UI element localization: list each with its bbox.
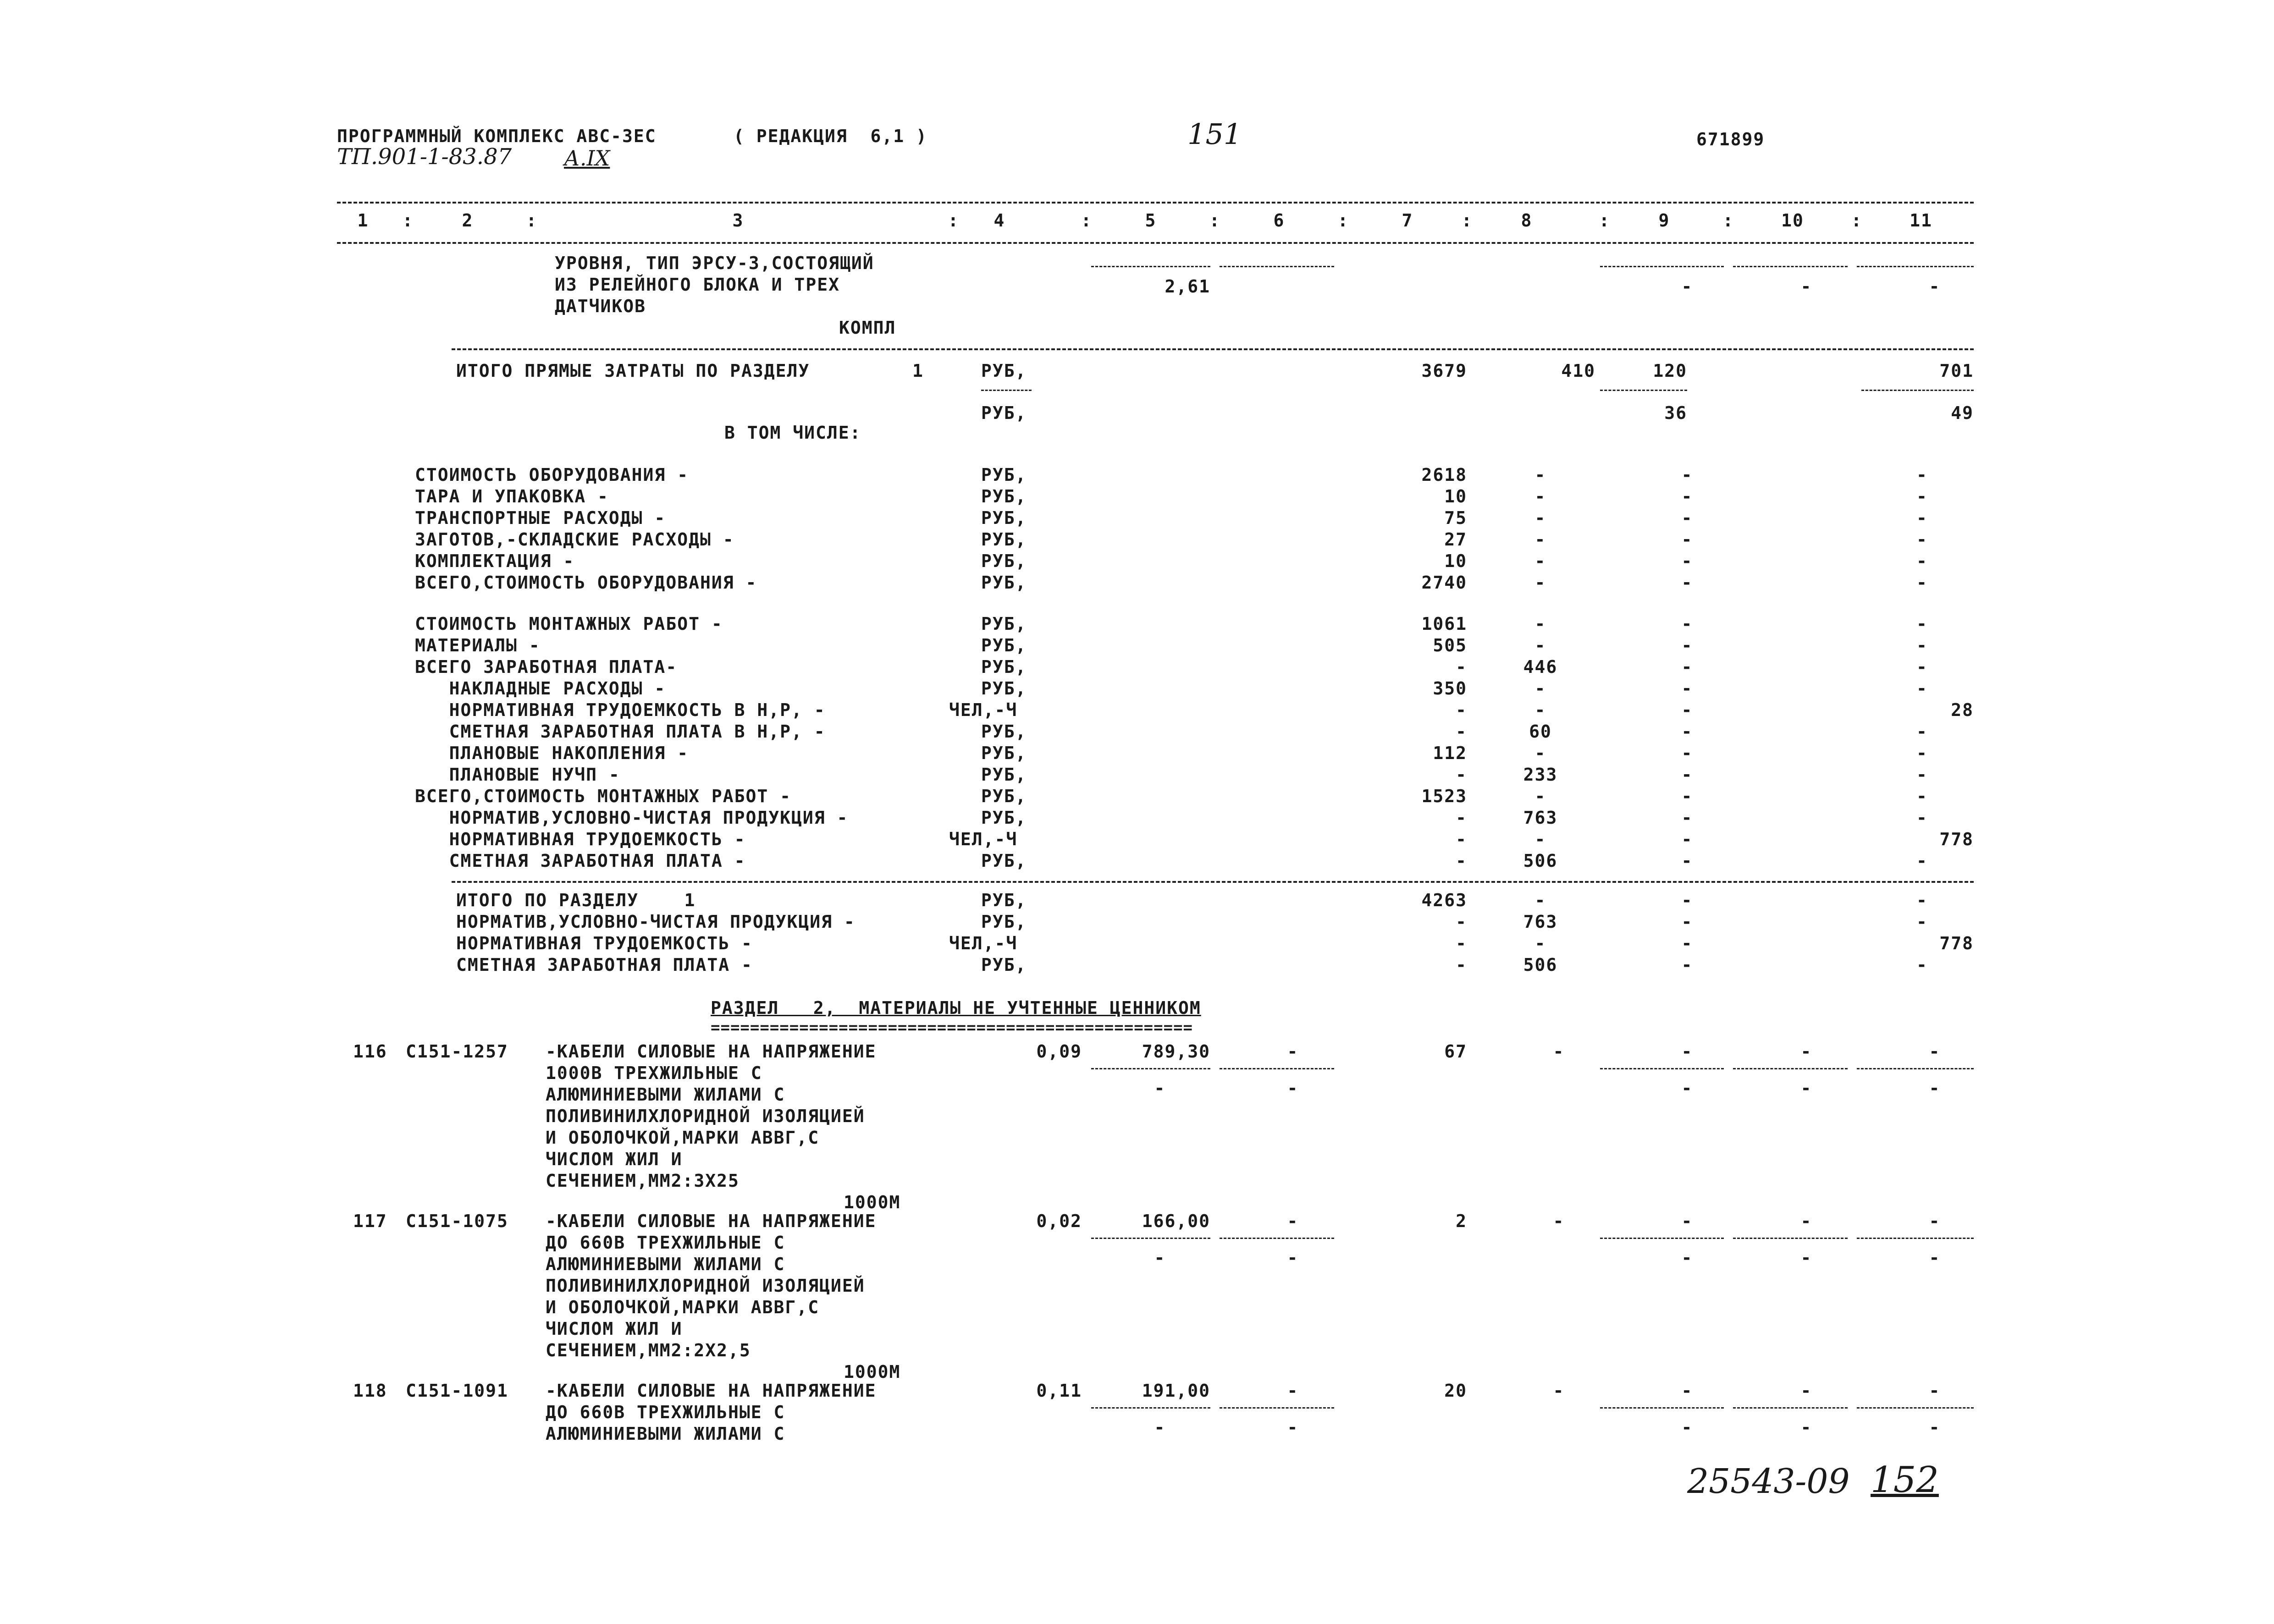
item-col5-sub: - xyxy=(1154,1078,1166,1098)
breakdown-col7: - xyxy=(1456,851,1467,871)
section-total-col8: 763 xyxy=(1523,912,1558,932)
breakdown-col7: 1523 xyxy=(1421,786,1467,806)
cont-desc-line: ДАТЧИКОВ xyxy=(555,296,646,316)
section-total-col7: 4263 xyxy=(1421,890,1467,910)
breakdown-col7: 10 xyxy=(1444,551,1467,571)
item-description-line: АЛЮМИНИЕВЫМИ ЖИЛАМИ С xyxy=(546,1085,785,1105)
breakdown-label: ПЛАНОВЫЕ НАКОПЛЕНИЯ - xyxy=(415,743,689,763)
breakdown-unit: РУБ, xyxy=(981,508,1027,528)
item-description-line: АЛЮМИНИЕВЫМИ ЖИЛАМИ С xyxy=(546,1424,785,1444)
cont-rule-5 xyxy=(1091,266,1210,267)
item-subrule-9 xyxy=(1600,1238,1724,1239)
column-separator: : xyxy=(1209,210,1221,231)
edition-label: ( РЕДАКЦИЯ 6,1 ) xyxy=(734,126,927,146)
section-total-col7: - xyxy=(1456,912,1467,932)
item-col7-total: 67 xyxy=(1444,1041,1467,1062)
item-col10: - xyxy=(1800,1211,1812,1231)
column-number: 4 xyxy=(993,210,1005,231)
item-col9: - xyxy=(1681,1381,1693,1401)
breakdown-col7: 75 xyxy=(1444,508,1467,528)
section2-title: РАЗДЕЛ 2, МАТЕРИАЛЫ НЕ УЧТЕННЫЕ ЦЕННИКОМ xyxy=(711,998,1201,1018)
breakdown-unit: РУБ, xyxy=(981,786,1027,806)
item-unit: 1000М xyxy=(844,1362,901,1382)
itogo-direct-unit: РУБ, xyxy=(981,361,1027,381)
item-col8: - xyxy=(1553,1041,1565,1062)
itogo-direct-label: ИТОГО ПРЯМЫЕ ЗАТРАТЫ ПО РАЗДЕЛУ xyxy=(456,361,810,381)
column-number: 3 xyxy=(732,210,744,231)
handwritten-page-number: 151 xyxy=(1187,117,1242,151)
breakdown-unit: РУБ, xyxy=(981,635,1027,655)
breakdown-col11: 778 xyxy=(1939,829,1974,849)
breakdown-col8: - xyxy=(1534,786,1546,806)
column-number: 8 xyxy=(1521,210,1533,231)
item-col9-sub: - xyxy=(1681,1248,1693,1268)
item-description-line: И ОБОЛОЧКОЙ,МАРКИ АВВГ,С xyxy=(546,1297,820,1317)
item-col4-quantity: 0,09 xyxy=(1036,1041,1082,1062)
breakdown-col11: 28 xyxy=(1951,700,1974,720)
item-description-line: -КАБЕЛИ СИЛОВЫЕ НА НАПРЯЖЕНИЕ xyxy=(546,1041,877,1062)
breakdown-col8: - xyxy=(1534,465,1546,485)
item-col11: - xyxy=(1929,1381,1941,1401)
item-description-line: 1000В ТРЕХЖИЛЬНЫЕ С xyxy=(546,1063,762,1083)
item-col9: - xyxy=(1681,1041,1693,1062)
item-col4-quantity: 0,11 xyxy=(1036,1381,1082,1401)
breakdown-label: НОРМАТИВ,УСЛОВНО-ЧИСТАЯ ПРОДУКЦИЯ - xyxy=(415,808,849,828)
section-total-col7: - xyxy=(1456,955,1467,975)
item-col8: - xyxy=(1553,1211,1565,1231)
program-title: ПРОГРАММНЫЙ КОМПЛЕКС АВС-3ЕС xyxy=(337,126,657,146)
item-subrule-9 xyxy=(1600,1068,1724,1069)
item-col6-sub: - xyxy=(1287,1417,1299,1437)
item-description-line: -КАБЕЛИ СИЛОВЫЕ НА НАПРЯЖЕНИЕ xyxy=(546,1211,877,1231)
column-number: 5 xyxy=(1145,210,1157,231)
item-col11-sub: - xyxy=(1929,1078,1941,1098)
breakdown-col11: - xyxy=(1916,551,1928,571)
item-description-line: И ОБОЛОЧКОЙ,МАРКИ АВВГ,С xyxy=(546,1128,820,1148)
column-number: 1 xyxy=(357,210,369,231)
section-total-unit: РУБ, xyxy=(981,912,1027,932)
breakdown-unit: РУБ, xyxy=(981,657,1027,677)
section-total-col9: - xyxy=(1681,912,1693,932)
album-number: А.IX xyxy=(564,146,610,171)
item-code: С151-1257 xyxy=(406,1041,508,1062)
item-subrule-9 xyxy=(1600,1407,1724,1409)
item-subrule-10 xyxy=(1733,1407,1848,1409)
cont-col5: 2,61 xyxy=(1165,276,1210,297)
breakdown-label: ВСЕГО,СТОИМОСТЬ ОБОРУДОВАНИЯ - xyxy=(415,573,757,593)
item-col10-sub: - xyxy=(1800,1248,1812,1268)
breakdown-col7: - xyxy=(1456,829,1467,849)
breakdown-col8: - xyxy=(1534,743,1546,763)
column-separator: : xyxy=(526,210,538,231)
section-total-col11: 778 xyxy=(1939,933,1974,953)
item-description-line: ПОЛИВИНИЛХЛОРИДНОЙ ИЗОЛЯЦИЕЙ xyxy=(546,1106,865,1126)
breakdown-col9: - xyxy=(1681,700,1693,720)
breakdown-col11: - xyxy=(1916,808,1928,828)
item-subrule-6 xyxy=(1220,1407,1334,1409)
item-number: 116 xyxy=(353,1041,387,1062)
itogo-direct-col9: 120 xyxy=(1653,361,1687,381)
column-number: 11 xyxy=(1910,210,1932,231)
breakdown-unit: ЧЕЛ,-Ч xyxy=(949,700,1018,720)
breakdown-col11: - xyxy=(1916,765,1928,785)
breakdown-col7: 112 xyxy=(1433,743,1467,763)
breakdown-col9: - xyxy=(1681,721,1693,742)
breakdown-col11: - xyxy=(1916,743,1928,763)
breakdown-label: МАТЕРИАЛЫ - xyxy=(415,635,541,655)
section-total-col11: - xyxy=(1916,955,1928,975)
item-col7-total: 2 xyxy=(1456,1211,1467,1231)
breakdown-col11: - xyxy=(1916,529,1928,550)
breakdown-col11: - xyxy=(1916,721,1928,742)
breakdown-col9: - xyxy=(1681,829,1693,849)
item-col9-sub: - xyxy=(1681,1078,1693,1098)
item-description-line: СЕЧЕНИЕМ,ММ2:3Х25 xyxy=(546,1171,740,1191)
cont-desc-line: УРОВНЯ, ТИП ЭРСУ-3,СОСТОЯЩИЙ xyxy=(555,253,874,273)
section-total-col7: - xyxy=(1456,933,1467,953)
breakdown-label: СМЕТНАЯ ЗАРАБОТНАЯ ПЛАТА - xyxy=(415,851,746,871)
section-total-unit: ЧЕЛ,-Ч xyxy=(949,933,1018,953)
breakdown-col7: - xyxy=(1456,808,1467,828)
section-total-col8: - xyxy=(1534,933,1546,953)
item-description-line: ЧИСЛОМ ЖИЛ И xyxy=(546,1149,683,1169)
item-subrule-11 xyxy=(1857,1407,1974,1409)
breakdown-col11: - xyxy=(1916,851,1928,871)
item-code: С151-1075 xyxy=(406,1211,508,1231)
v-tom-chisle-label: В ТОМ ЧИСЛЕ: xyxy=(724,423,861,443)
item-col11: - xyxy=(1929,1041,1941,1062)
breakdown-col8: - xyxy=(1534,573,1546,593)
item-col11-sub: - xyxy=(1929,1417,1941,1437)
breakdown-col11: - xyxy=(1916,508,1928,528)
breakdown-col8: - xyxy=(1534,614,1546,634)
item-description-line: ДО 660В ТРЕХЖИЛЬНЫЕ С xyxy=(546,1233,785,1253)
section-total-label: НОРМАТИВНАЯ ТРУДОЕМКОСТЬ - xyxy=(456,933,753,953)
breakdown-col11: - xyxy=(1916,465,1928,485)
column-separator: : xyxy=(1599,210,1611,231)
breakdown-unit: РУБ, xyxy=(981,765,1027,785)
item-description-line: ЧИСЛОМ ЖИЛ И xyxy=(546,1319,683,1339)
section-total-label: ИТОГО ПО РАЗДЕЛУ 1 xyxy=(456,890,696,910)
breakdown-col11: - xyxy=(1916,486,1928,506)
item-col4-quantity: 0,02 xyxy=(1036,1211,1082,1231)
breakdown-col9: - xyxy=(1681,551,1693,571)
breakdown-col11: - xyxy=(1916,786,1928,806)
item-col5-sub: - xyxy=(1154,1248,1166,1268)
breakdown-unit: РУБ, xyxy=(981,678,1027,699)
breakdown-label: НОРМАТИВНАЯ ТРУДОЕМКОСТЬ В Н,Р, - xyxy=(415,700,826,720)
section-total-col9: - xyxy=(1681,890,1693,910)
project-number: ТП.901-1-83.87 xyxy=(337,144,512,170)
breakdown-unit: РУБ, xyxy=(981,465,1027,485)
item-subrule-10 xyxy=(1733,1068,1848,1069)
item-col5-sub: - xyxy=(1154,1417,1166,1437)
item-col11: - xyxy=(1929,1211,1941,1231)
handwritten-document-number: 25543-09 xyxy=(1687,1462,1850,1501)
breakdown-col8: 446 xyxy=(1523,657,1558,677)
section-total-col8: 506 xyxy=(1523,955,1558,975)
breakdown-col7: - xyxy=(1456,657,1467,677)
breakdown-col8: - xyxy=(1534,508,1546,528)
item-col7-total: 20 xyxy=(1444,1381,1467,1401)
itogo-underline-4 xyxy=(981,390,1032,391)
breakdown-col7: 505 xyxy=(1433,635,1467,655)
item-subrule-6 xyxy=(1220,1238,1334,1239)
breakdown-label: ВСЕГО,СТОИМОСТЬ МОНТАЖНЫХ РАБОТ - xyxy=(415,786,791,806)
itogo-direct-col7: 3679 xyxy=(1421,361,1467,381)
breakdown-unit: ЧЕЛ,-Ч xyxy=(949,829,1018,849)
breakdown-unit: РУБ, xyxy=(981,551,1027,571)
breakdown-col9: - xyxy=(1681,808,1693,828)
item-col5-price: 789,30 xyxy=(1142,1041,1210,1062)
item-description-line: АЛЮМИНИЕВЫМИ ЖИЛАМИ С xyxy=(546,1254,785,1274)
item-unit: 1000М xyxy=(844,1192,901,1212)
item-subrule-6 xyxy=(1220,1068,1334,1069)
breakdown-label: СТОИМОСТЬ МОНТАЖНЫХ РАБОТ - xyxy=(415,614,723,634)
table-header-rule xyxy=(337,242,1974,244)
section-total-unit: РУБ, xyxy=(981,890,1027,910)
item-col10: - xyxy=(1800,1041,1812,1062)
cont-rule-9 xyxy=(1600,266,1724,267)
section-total-col9: - xyxy=(1681,955,1693,975)
itogo-top-rule xyxy=(452,348,1974,350)
breakdown-unit: РУБ, xyxy=(981,743,1027,763)
breakdown-col11: - xyxy=(1916,657,1928,677)
section-total-label: СМЕТНАЯ ЗАРАБОТНАЯ ПЛАТА - xyxy=(456,955,753,975)
breakdown-col9: - xyxy=(1681,786,1693,806)
column-number: 6 xyxy=(1273,210,1285,231)
breakdown-col7: 1061 xyxy=(1421,614,1467,634)
item-col6: - xyxy=(1287,1381,1299,1401)
item-col10-sub: - xyxy=(1800,1417,1812,1437)
section-total-rule xyxy=(452,881,1974,883)
breakdown-unit: РУБ, xyxy=(981,529,1027,550)
item-col6: - xyxy=(1287,1041,1299,1062)
breakdown-col7: 2740 xyxy=(1421,573,1467,593)
item-col9-sub: - xyxy=(1681,1417,1693,1437)
breakdown-unit: РУБ, xyxy=(981,573,1027,593)
breakdown-label: ТАРА И УПАКОВКА - xyxy=(415,486,609,506)
breakdown-col9: - xyxy=(1681,678,1693,699)
breakdown-col7: - xyxy=(1456,721,1467,742)
item-description-line: СЕЧЕНИЕМ,ММ2:2Х2,5 xyxy=(546,1340,751,1360)
breakdown-col8: 60 xyxy=(1529,721,1552,742)
breakdown-col11: - xyxy=(1916,573,1928,593)
itogo-direct-col11b: 49 xyxy=(1951,403,1974,423)
column-separator: : xyxy=(1722,210,1734,231)
itogo-direct-col9b: 36 xyxy=(1664,403,1687,423)
item-col11-sub: - xyxy=(1929,1248,1941,1268)
breakdown-col7: - xyxy=(1456,765,1467,785)
section-total-col11: - xyxy=(1916,912,1928,932)
breakdown-col8: - xyxy=(1534,529,1546,550)
itogo-underline-9 xyxy=(1600,390,1687,391)
section-total-col9: - xyxy=(1681,933,1693,953)
item-description-line: ПОЛИВИНИЛХЛОРИДНОЙ ИЗОЛЯЦИЕЙ xyxy=(546,1276,865,1296)
column-separator: : xyxy=(948,210,960,231)
breakdown-label: ЗАГОТОВ,-СКЛАДСКИЕ РАСХОДЫ - xyxy=(415,529,734,550)
column-separator: : xyxy=(1461,210,1473,231)
column-number: 10 xyxy=(1781,210,1804,231)
breakdown-unit: РУБ, xyxy=(981,851,1027,871)
breakdown-col8: 233 xyxy=(1523,765,1558,785)
breakdown-col9: - xyxy=(1681,486,1693,506)
breakdown-col11: - xyxy=(1916,614,1928,634)
section2-double-rule: ================================================= xyxy=(711,1018,1193,1037)
table-top-rule xyxy=(337,202,1974,204)
document-code: 671899 xyxy=(1696,129,1765,149)
cont-col10: - xyxy=(1800,276,1812,297)
breakdown-label: НАКЛАДНЫЕ РАСХОДЫ - xyxy=(415,678,666,699)
column-separator: : xyxy=(1851,210,1863,231)
breakdown-col8: 506 xyxy=(1523,851,1558,871)
cont-desc-line: ИЗ РЕЛЕЙНОГО БЛОКА И ТРЕХ xyxy=(555,275,840,295)
breakdown-label: ПЛАНОВЫЕ НУЧП - xyxy=(415,765,620,785)
section-total-label: НОРМАТИВ,УСЛОВНО-ЧИСТАЯ ПРОДУКЦИЯ - xyxy=(456,912,856,932)
column-number: 7 xyxy=(1402,210,1413,231)
itogo-underline-11 xyxy=(1861,390,1974,391)
item-number: 118 xyxy=(353,1381,387,1401)
breakdown-col8: - xyxy=(1534,486,1546,506)
breakdown-col9: - xyxy=(1681,635,1693,655)
breakdown-label: ВСЕГО ЗАРАБОТНАЯ ПЛАТА- xyxy=(415,657,678,677)
breakdown-col9: - xyxy=(1681,465,1693,485)
breakdown-col9: - xyxy=(1681,508,1693,528)
item-col5-price: 166,00 xyxy=(1142,1211,1210,1231)
section-total-unit: РУБ, xyxy=(981,955,1027,975)
item-description-line: -КАБЕЛИ СИЛОВЫЕ НА НАПРЯЖЕНИЕ xyxy=(546,1381,877,1401)
item-description-line: ДО 660В ТРЕХЖИЛЬНЫЕ С xyxy=(546,1402,785,1422)
itogo-direct-col8: 410 xyxy=(1561,361,1595,381)
cont-rule-6 xyxy=(1220,266,1334,267)
item-col5-price: 191,00 xyxy=(1142,1381,1210,1401)
item-col9: - xyxy=(1681,1211,1693,1231)
breakdown-col9: - xyxy=(1681,573,1693,593)
itogo-direct-section-number: 1 xyxy=(912,361,924,381)
item-subrule-11 xyxy=(1857,1238,1974,1239)
item-subrule-11 xyxy=(1857,1068,1974,1069)
breakdown-col9: - xyxy=(1681,614,1693,634)
item-col10-sub: - xyxy=(1800,1078,1812,1098)
item-col6: - xyxy=(1287,1211,1299,1231)
breakdown-label: СТОИМОСТЬ ОБОРУДОВАНИЯ - xyxy=(415,465,689,485)
breakdown-col7: 350 xyxy=(1433,678,1467,699)
cont-rule-10 xyxy=(1733,266,1848,267)
section-total-col8: - xyxy=(1534,890,1546,910)
column-separator: : xyxy=(1081,210,1093,231)
breakdown-col9: - xyxy=(1681,743,1693,763)
breakdown-unit: РУБ, xyxy=(981,721,1027,742)
breakdown-col8: - xyxy=(1534,700,1546,720)
breakdown-col7: 2618 xyxy=(1421,465,1467,485)
item-subrule-5 xyxy=(1091,1068,1210,1069)
breakdown-col9: - xyxy=(1681,529,1693,550)
breakdown-col7: 27 xyxy=(1444,529,1467,550)
cont-col9: - xyxy=(1681,276,1693,297)
breakdown-col11: - xyxy=(1916,635,1928,655)
breakdown-col9: - xyxy=(1681,765,1693,785)
item-col6-sub: - xyxy=(1287,1078,1299,1098)
breakdown-label: НОРМАТИВНАЯ ТРУДОЕМКОСТЬ - xyxy=(415,829,746,849)
breakdown-label: ТРАНСПОРТНЫЕ РАСХОДЫ - xyxy=(415,508,666,528)
breakdown-unit: РУБ, xyxy=(981,614,1027,634)
breakdown-col8: - xyxy=(1534,635,1546,655)
breakdown-label: СМЕТНАЯ ЗАРАБОТНАЯ ПЛАТА В Н,Р, - xyxy=(415,721,826,742)
breakdown-unit: РУБ, xyxy=(981,808,1027,828)
breakdown-col9: - xyxy=(1681,851,1693,871)
column-number: 2 xyxy=(462,210,474,231)
column-separator: : xyxy=(402,210,414,231)
breakdown-col8: - xyxy=(1534,678,1546,699)
breakdown-col7: 10 xyxy=(1444,486,1467,506)
cont-rule-11 xyxy=(1857,266,1974,267)
cont-unit: КОМПЛ xyxy=(839,318,896,338)
item-code: С151-1091 xyxy=(406,1381,508,1401)
section-total-col11: - xyxy=(1916,890,1928,910)
breakdown-col7: - xyxy=(1456,700,1467,720)
item-subrule-10 xyxy=(1733,1238,1848,1239)
breakdown-col8: - xyxy=(1534,551,1546,571)
itogo-direct-unit-2: РУБ, xyxy=(981,403,1027,423)
item-col6-sub: - xyxy=(1287,1248,1299,1268)
item-col10: - xyxy=(1800,1381,1812,1401)
handwritten-page-152: 152 xyxy=(1871,1459,1939,1501)
itogo-direct-col11: 701 xyxy=(1939,361,1974,381)
breakdown-col8: - xyxy=(1534,829,1546,849)
cont-col11: - xyxy=(1929,276,1941,297)
item-subrule-5 xyxy=(1091,1407,1210,1409)
column-separator: : xyxy=(1337,210,1349,231)
breakdown-col8: 763 xyxy=(1523,808,1558,828)
breakdown-label: КОМПЛЕКТАЦИЯ - xyxy=(415,551,575,571)
item-col8: - xyxy=(1553,1381,1565,1401)
item-number: 117 xyxy=(353,1211,387,1231)
breakdown-unit: РУБ, xyxy=(981,486,1027,506)
breakdown-col11: - xyxy=(1916,678,1928,699)
breakdown-col9: - xyxy=(1681,657,1693,677)
column-number: 9 xyxy=(1658,210,1670,231)
item-subrule-5 xyxy=(1091,1238,1210,1239)
